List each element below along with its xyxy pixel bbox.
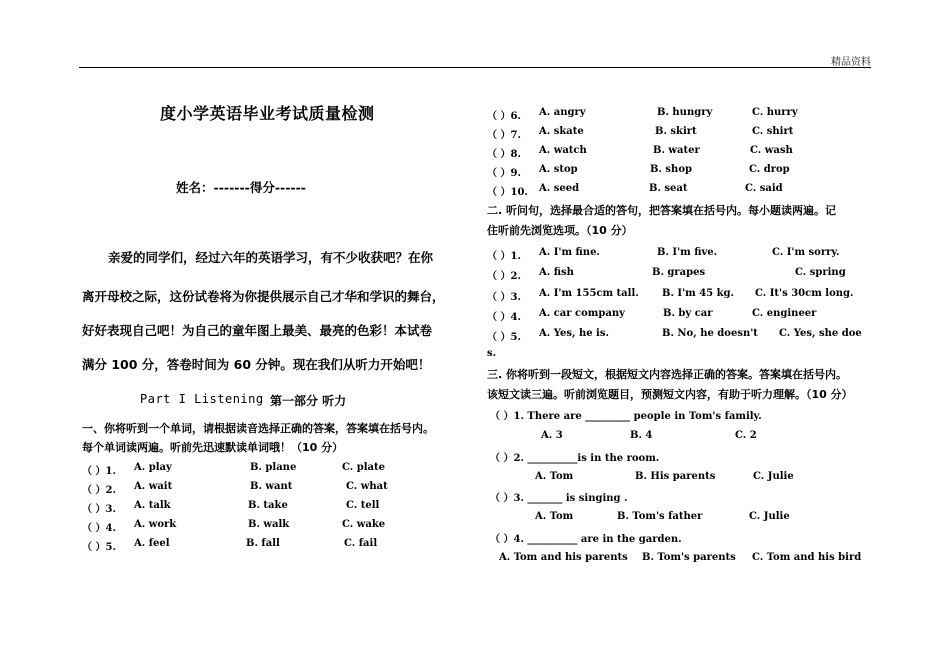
- question-options: [487, 511, 871, 525]
- option-c: C. Yes, she doe: [779, 328, 862, 339]
- question-stem: （ ）3. _______ is singing .: [490, 493, 628, 504]
- header-label: 精品资料: [831, 57, 871, 68]
- option-c: C. hurry: [752, 107, 798, 118]
- option-c: C. tell: [346, 500, 380, 511]
- option-c: C. Julie: [753, 471, 794, 482]
- question-number: （ ）4.: [487, 312, 521, 323]
- page-title: 度小学英语毕业考试质量检测: [160, 104, 375, 123]
- option-b: B. skirt: [655, 126, 697, 137]
- option-a: A. Tom and his parents: [499, 552, 628, 563]
- question-row: [487, 288, 871, 302]
- option-c: C. wake: [342, 519, 386, 530]
- question-row: [487, 164, 871, 178]
- option-c: C. 2: [735, 430, 757, 441]
- question-stem: （ ）2. __________is in the room.: [490, 453, 660, 464]
- option-c: C. fail: [344, 538, 378, 549]
- section2-heading-2: 住听前先浏览选项。（10 分）: [487, 224, 633, 237]
- option-b: B. Tom's father: [617, 511, 703, 522]
- question-row: [487, 126, 871, 140]
- question-options: [487, 471, 871, 485]
- question-row: [82, 538, 462, 552]
- question-number: （ ）7.: [487, 130, 521, 141]
- option-c: C. Julie: [749, 511, 790, 522]
- option-c: C. drop: [749, 164, 790, 175]
- section1-heading-1: 一、你将听到一个单词，请根据读音选择正确的答案，答案填在括号内。: [82, 422, 434, 435]
- question-row: [487, 247, 871, 261]
- question-number: （ ）2.: [487, 271, 521, 282]
- option-b: B. I'm five.: [657, 247, 718, 258]
- option-c: C. plate: [342, 462, 385, 473]
- section3-heading-2: 该短文读三遍。听前浏览题目，预测短文内容，有助于听力理解。（10 分）: [487, 388, 853, 401]
- option-a: A. I'm fine.: [539, 247, 600, 258]
- question-number: （ ）1.: [82, 466, 116, 477]
- question-row: [487, 107, 871, 121]
- question-row: [487, 308, 871, 322]
- option-b: B. 4: [630, 430, 653, 441]
- option-a: A. Tom: [535, 511, 574, 522]
- option-b: B. water: [653, 145, 700, 156]
- option-a: A. talk: [134, 500, 171, 511]
- option-b: B. seat: [649, 183, 688, 194]
- header-rule: [79, 67, 871, 68]
- intro-line-3: 好好表现自己吧！为自己的童年图上最美、最亮的色彩！本试卷: [82, 323, 433, 338]
- question-number: （ ）2.: [82, 485, 116, 496]
- question-options: [487, 430, 871, 444]
- question-stem: （ ）4. __________ are in the garden.: [490, 534, 682, 545]
- option-b: B. take: [248, 500, 288, 511]
- option-b: B. shop: [650, 164, 692, 175]
- question-options: [487, 552, 871, 566]
- question-number: （ ）9.: [487, 168, 521, 179]
- line-wrap-text: s.: [487, 348, 497, 359]
- question-row: [487, 328, 871, 342]
- section3-heading-1: 三. 你将听到一段短文，根据短文内容选择正确的答案。答案填在括号内。: [487, 368, 848, 381]
- section2-heading-1: 二. 听问句，选择最合适的答句，把答案填在括号内。每小题读两遍。记: [487, 204, 837, 217]
- question-number: （ ）3.: [487, 292, 521, 303]
- option-c: C. what: [346, 481, 388, 492]
- option-a: A. watch: [539, 145, 587, 156]
- option-a: A. seed: [539, 183, 580, 194]
- intro-line-4: 满分 100 分，答卷时间为 60 分钟。现在我们从听力开始吧！: [82, 357, 431, 372]
- intro-line-2: 离开母校之际，这份试卷将为你提供展示自己才华和学识的舞台，: [82, 289, 445, 304]
- question-row: [82, 500, 462, 514]
- option-b: B. hungry: [657, 107, 713, 118]
- option-a: A. feel: [134, 538, 170, 549]
- option-a: A. I'm 155cm tall.: [539, 288, 639, 299]
- option-c: C. spring: [795, 267, 846, 278]
- option-a: A. stop: [539, 164, 578, 175]
- question-row: [487, 183, 871, 197]
- option-b: B. plane: [250, 462, 297, 473]
- question-number: （ ）5.: [82, 542, 116, 553]
- option-b: B. I'm 45 kg.: [662, 288, 735, 299]
- section1-heading-2: 每个单词读两遍。听前先迅速默读单词哦！（10 分）: [82, 441, 344, 454]
- part-title-cn: 第一部分 听力: [270, 394, 347, 408]
- question-number: （ ）8.: [487, 149, 521, 160]
- option-a: A. Yes, he is.: [539, 328, 609, 339]
- option-c: C. I'm sorry.: [772, 247, 840, 258]
- question-number: （ ）6.: [487, 111, 521, 122]
- option-c: C. Tom and his bird: [752, 552, 862, 563]
- option-b: B. His parents: [635, 471, 716, 482]
- option-a: A. 3: [541, 430, 563, 441]
- question-stem: （ ）1. There are _________ people in Tom's family.: [490, 411, 762, 422]
- option-b: B. walk: [248, 519, 290, 530]
- question-row: [487, 145, 871, 159]
- option-a: A. wait: [134, 481, 173, 492]
- option-a: A. play: [134, 462, 172, 473]
- option-a: A. angry: [539, 107, 586, 118]
- option-a: A. Tom: [535, 471, 574, 482]
- option-b: B. No, he doesn't: [662, 328, 758, 339]
- name-score-line: 姓名：-------得分------: [176, 180, 306, 195]
- option-b: B. want: [250, 481, 293, 492]
- option-b: B. Tom's parents: [642, 552, 736, 563]
- option-c: C. engineer: [752, 308, 817, 319]
- option-c: C. wash: [750, 145, 793, 156]
- option-a: A. car company: [539, 308, 625, 319]
- question-row: [82, 462, 462, 476]
- option-a: A. fish: [539, 267, 574, 278]
- question-number: （ ）10.: [487, 187, 528, 198]
- option-b: B. by car: [663, 308, 713, 319]
- question-number: （ ）1.: [487, 251, 521, 262]
- question-number: （ ）5.: [487, 332, 521, 343]
- option-a: A. work: [134, 519, 177, 530]
- option-b: B. grapes: [652, 267, 706, 278]
- option-c: C. said: [745, 183, 783, 194]
- question-row: [82, 519, 462, 533]
- option-b: B. fall: [246, 538, 280, 549]
- question-number: （ ）4.: [82, 523, 116, 534]
- question-row: [487, 267, 871, 281]
- option-c: C. It's 30cm long.: [755, 288, 854, 299]
- question-row: [82, 481, 462, 495]
- question-number: （ ）3.: [82, 504, 116, 515]
- option-c: C. shirt: [752, 126, 794, 137]
- intro-line-1: 亲爱的同学们，经过六年的英语学习，有不少收获吧？在你: [108, 250, 434, 265]
- option-a: A. skate: [539, 126, 584, 137]
- part-title-en: Part I Listening: [140, 392, 264, 406]
